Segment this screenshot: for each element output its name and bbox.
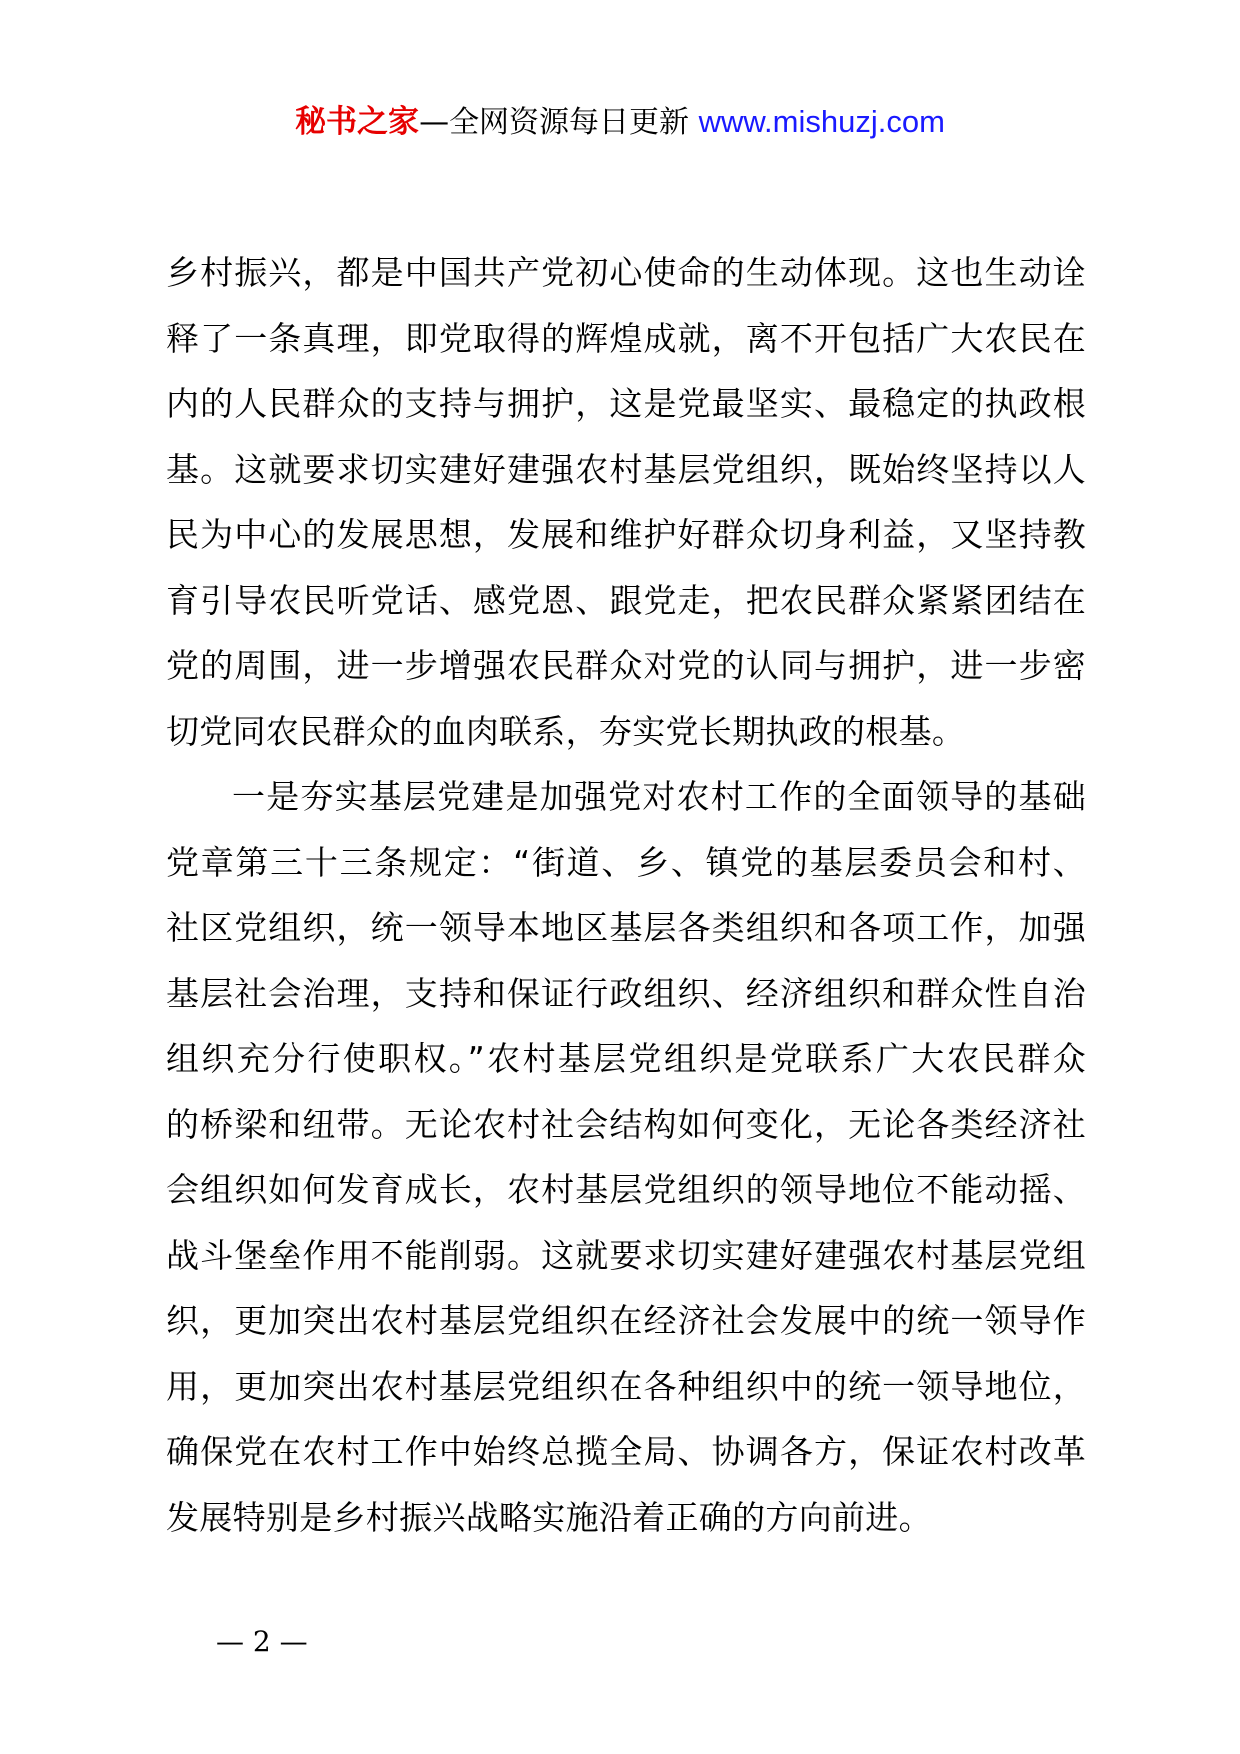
- text-line: 民为中心的发展思想，发展和维护好群众切身利益，又坚持教: [166, 515, 1086, 554]
- text-line: 社区党组织，统一领导本地区基层各类组织和各项工作，加强: [166, 908, 1086, 947]
- paragraph-1: [166, 240, 1086, 764]
- header-url[interactable]: www.mishuzj.com: [698, 104, 945, 139]
- text-line: 切党同农民群众的血肉联系，夯实党长期执政的根基。: [166, 711, 966, 751]
- text-line: 会组织如何发育成长，农村基层党组织的领导地位不能动摇、: [166, 1170, 1086, 1209]
- header-slogan: —全网资源每日更新: [419, 105, 690, 140]
- text-line: 内的人民群众的支持与拥护，这是党最坚实、最稳定的执政根: [166, 384, 1086, 423]
- text-line: 组织充分行使职权。”农村基层党组织是党联系广大农民群众: [166, 1039, 1086, 1078]
- text-line: 战斗堡垒作用不能削弱。这就要求切实建好建强农村基层党组: [166, 1235, 1086, 1275]
- text-line: 基。这就要求切实建好建强农村基层党组织，既始终坚持以人: [166, 449, 1086, 489]
- text-line: 乡村振兴，都是中国共产党初心使命的生动体现。这也生动诠: [166, 253, 1086, 292]
- document-body: [166, 240, 1086, 1550]
- text-line: 用，更加突出农村基层党组织在各种组织中的统一领导地位，: [166, 1366, 1086, 1406]
- text-line: 的桥梁和纽带。无论农村社会结构如何变化，无论各类经济社: [166, 1104, 1086, 1144]
- text-line: 基层社会治理，支持和保证行政组织、经济组织和群众性自治: [166, 973, 1086, 1013]
- text-line: 发展特别是乡村振兴战略实施沿着正确的方向前进。: [166, 1497, 932, 1537]
- text-line: 织，更加突出农村基层党组织在经济社会发展中的统一领导作: [166, 1301, 1086, 1340]
- text-line: 确保党在农村工作中始终总揽全局、协调各方，保证农村改革: [166, 1432, 1086, 1471]
- text-line: 一是夯实基层党建是加强党对农村工作的全面领导的基础: [232, 777, 1086, 816]
- text-line: 党的周围，进一步增强农民群众对党的认同与拥护，进一步密: [166, 646, 1086, 685]
- text-line: 党章第三十三条规定：“街道、乡、镇党的基层委员会和村、: [166, 842, 1086, 882]
- page-number: — 2 —: [216, 1625, 308, 1658]
- paragraph-2: [166, 764, 1086, 1550]
- text-line: 释了一条真理，即党取得的辉煌成就，离不开包括广大农民在: [166, 318, 1086, 358]
- page-header: [0, 102, 1240, 143]
- text-line: 育引导农民听党话、感党恩、跟党走，把农民群众紧紧团结在: [166, 580, 1086, 620]
- brand-name: 秘书之家: [295, 104, 420, 140]
